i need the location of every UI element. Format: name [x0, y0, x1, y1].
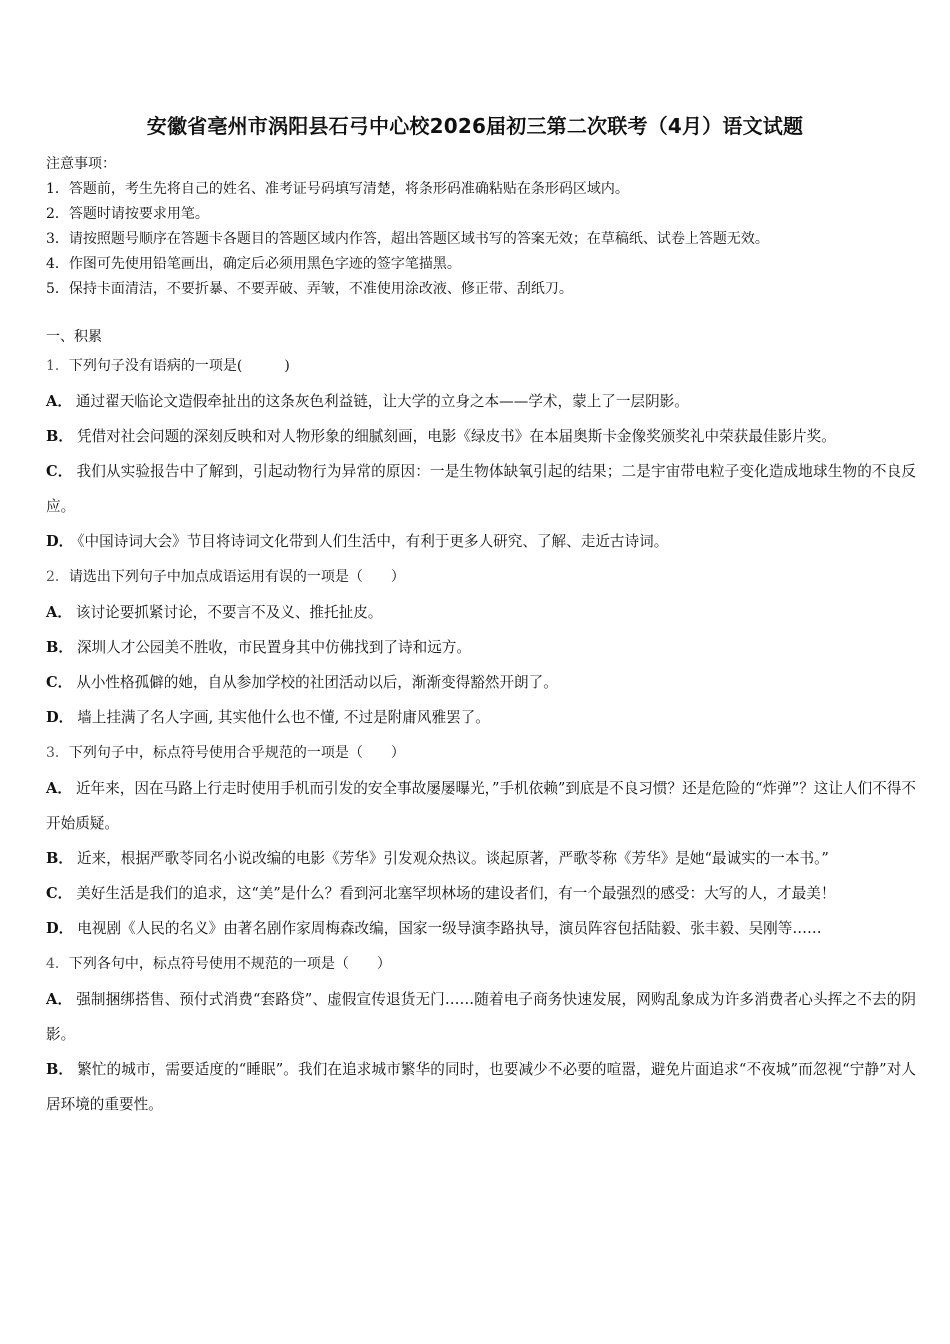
option-label: A．	[46, 604, 72, 621]
option-label: B．	[46, 850, 73, 867]
option-a	[46, 384, 916, 419]
option-label: C．	[46, 674, 73, 691]
question-text: 请选出下列句子中加点成语运用有误的一项是（ ）	[68, 569, 405, 585]
option-text: 墙上挂满了名人字画, 其实他什么也不懂, 不过是附庸风雅罢了。	[77, 709, 490, 726]
question-4	[46, 946, 916, 1122]
section-heading: 一、积累	[46, 329, 102, 345]
question-stem	[46, 559, 916, 595]
option-text: 美好生活是我们的追求，这“美”是什么？看到河北塞罕坝林场的建设者们，有一个最强烈的感受：大写的人，才最美！	[76, 885, 836, 902]
option-c	[46, 454, 916, 524]
option-label: A．	[46, 991, 73, 1008]
option-c	[46, 665, 916, 700]
question-1	[46, 348, 916, 559]
option-text: 近来，根据严歌苓同名小说改编的电影《芳华》引发观众热议。谈起原著，严歌苓称《芳华》是她“最诚实的一本书。”	[76, 850, 829, 867]
option-a	[46, 595, 916, 630]
option-text: 近年来，因在马路上行走时使用手机而引发的安全事故屡屡曝光，”手机依赖”到底是不良习惯？还是危险的“炸弹”？这让人们不得不开始质疑。	[46, 780, 916, 832]
option-text: 电视剧《人民的名义》由著名剧作家周梅森改编，国家一级导演李路执导，演员阵容包括陆毅、张丰毅、吴刚等……	[77, 920, 822, 937]
option-text: 强制捆绑搭售、预付式消费“套路贷”、虚假宣传退货无门……随着电子商务快速发展，网购乱象成为许多消费者心头挥之不去的阴影。	[46, 991, 916, 1043]
option-text: 我们从实验报告中了解到，引起动物行为异常的原因：一是生物体缺氧引起的结果；二是宇宙带电粒子变化造成地球生物的不良反应。	[46, 463, 916, 515]
section-accumulation	[46, 326, 916, 1122]
note-item: 5．保持卡面清洁，不要折暴、不要弄破、弄皱，不准使用涂改液、修正带、刮纸刀。	[46, 281, 573, 297]
option-label: B．	[46, 639, 73, 656]
option-label: D．	[46, 533, 74, 550]
option-text: 该讨论要抓紧讨论，不要言不及义、推托扯皮。	[75, 604, 383, 621]
option-a	[46, 771, 916, 841]
option-text: 《中国诗词大会》节目将诗词文化带到人们生活中，有利于更多人研究、了解、走近古诗词。	[77, 533, 669, 550]
option-label: B．	[46, 428, 73, 445]
notes-block	[46, 152, 916, 302]
question-number: 3．	[46, 745, 69, 761]
question-stem	[46, 348, 916, 384]
option-label: C．	[46, 885, 73, 902]
question-text: 下列句子中，标点符号使用合乎规范的一项是（ ）	[68, 745, 405, 761]
option-label: D．	[46, 709, 74, 726]
question-3	[46, 735, 916, 946]
option-label: A．	[46, 780, 72, 797]
option-d	[46, 524, 916, 559]
note-item: 2．答题时请按要求用笔。	[46, 206, 209, 222]
option-text: 通过翟天临论文造假牵扯出的这条灰色利益链，让大学的立身之本——学术，蒙上了一层阴影。	[75, 393, 689, 410]
option-text: 从小性格孤僻的她，自从参加学校的社团活动以后，渐渐变得豁然开朗了。	[76, 674, 558, 691]
option-d	[46, 700, 916, 735]
option-label: D．	[46, 920, 74, 937]
option-b	[46, 630, 916, 665]
question-number: 2．	[46, 569, 69, 585]
option-text: 深圳人才公园美不胜收，市民置身其中仿佛找到了诗和远方。	[76, 639, 471, 656]
question-text: 下列句子没有语病的一项是( )	[68, 358, 290, 374]
option-b	[46, 419, 916, 454]
question-text: 下列各句中，标点符号使用不规范的一项是（ ）	[68, 956, 391, 972]
note-item: 1．答题前，考生先将自己的姓名、准考证号码填写清楚，将条形码准确粘贴在条形码区域内。	[46, 181, 629, 197]
note-item: 4．作图可先使用铅笔画出，确定后必须用黑色字迹的签字笔描黑。	[46, 256, 461, 272]
page-title: 安徽省亳州市涡阳县石弓中心校2026届初三第二次联考（4月）语文试题	[146, 114, 804, 138]
option-b	[46, 1052, 916, 1122]
option-b	[46, 841, 916, 876]
question-2	[46, 559, 916, 735]
option-text: 凭借对社会问题的深刻反映和对人物形象的细腻刻画，电影《绿皮书》在本届奥斯卡金像奖颁奖礼中荣获最佳影片奖。	[76, 428, 836, 445]
option-a	[46, 982, 916, 1052]
option-d	[46, 911, 916, 946]
option-label: C．	[46, 463, 73, 480]
question-stem	[46, 946, 916, 982]
question-stem	[46, 735, 916, 771]
question-number: 1．	[46, 358, 69, 374]
notes-heading: 注意事项：	[46, 156, 116, 172]
option-label: B．	[46, 1061, 74, 1078]
note-item: 3．请按照题号顺序在答题卡各题目的答题区域内作答，超出答题区域书写的答案无效；在草稿纸、试卷上答题无效。	[46, 231, 769, 247]
option-text: 繁忙的城市，需要适度的“睡眠”。我们在追求城市繁华的同时，也要减少不必要的喧嚣，避免片面追求“不夜城”而忽视“宁静”对人居环境的重要性。	[46, 1061, 916, 1113]
question-number: 4．	[46, 956, 69, 972]
option-c	[46, 876, 916, 911]
option-label: A．	[46, 393, 72, 410]
